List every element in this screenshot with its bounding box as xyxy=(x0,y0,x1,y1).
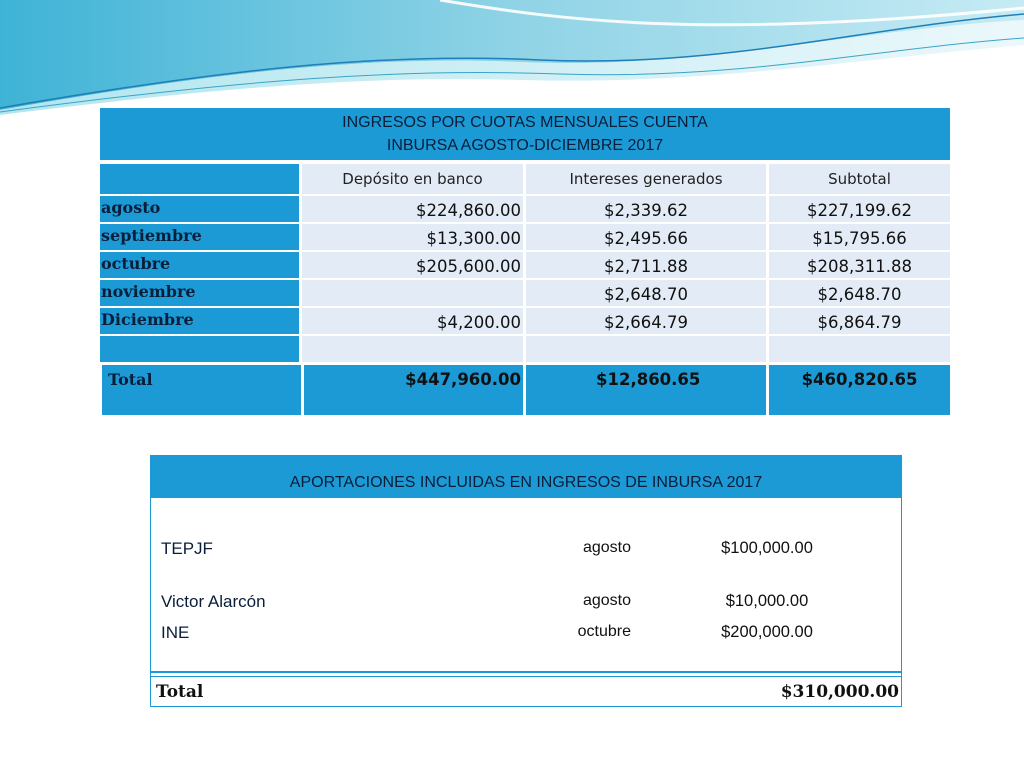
contributor-name: INE xyxy=(161,623,190,642)
column-header-subtotal: Subtotal xyxy=(769,164,950,194)
header-corner-cell xyxy=(100,164,299,194)
cell-interest-agosto: $2,339.62 xyxy=(526,196,766,222)
cell-subtotal-septiembre: $15,795.66 xyxy=(769,224,950,250)
empty-row-label xyxy=(100,336,299,362)
cell-subtotal-agosto: $227,199.62 xyxy=(769,196,950,222)
cell-deposit-agosto: $224,860.00 xyxy=(302,196,523,222)
divider xyxy=(151,676,901,677)
cell-deposit-octubre: $205,600.00 xyxy=(302,252,523,278)
empty-cell xyxy=(769,336,950,362)
row-label-octubre: octubre xyxy=(100,252,299,278)
row-label-septiembre: septiembre xyxy=(100,224,299,250)
contributions-total-label: Total xyxy=(156,682,204,702)
contribution-amount: $200,000.00 xyxy=(721,623,813,641)
row-label-diciembre: Diciembre xyxy=(100,308,299,334)
cell-subtotal-diciembre: $6,864.79 xyxy=(769,308,950,334)
contribution-month: agosto xyxy=(582,592,631,609)
contribution-row xyxy=(151,539,901,563)
monthly-income-table xyxy=(100,108,950,416)
total-subtotal: $460,820.65 xyxy=(769,365,950,415)
contributor-name: TEPJF xyxy=(161,539,213,558)
row-label-noviembre: noviembre xyxy=(100,280,299,306)
cell-interest-septiembre: $2,495.66 xyxy=(526,224,766,250)
contribution-month: octubre xyxy=(577,623,631,640)
empty-cell xyxy=(302,336,523,362)
cell-deposit-diciembre: $4,200.00 xyxy=(302,308,523,334)
table-title-line-1: INGRESOS POR CUOTAS MENSUALES CUENTA xyxy=(342,114,708,131)
empty-cell xyxy=(526,336,766,362)
total-deposit: $447,960.00 xyxy=(304,365,523,415)
contribution-month: agosto xyxy=(582,539,631,556)
column-header-interest: Intereses generados xyxy=(526,164,766,194)
cell-deposit-noviembre xyxy=(302,280,523,306)
contributions-title: APORTACIONES INCLUIDAS EN INGRESOS DE INBURSA 2017 xyxy=(151,456,901,498)
contributions-table xyxy=(150,455,902,707)
cell-subtotal-octubre: $208,311.88 xyxy=(769,252,950,278)
cell-interest-octubre: $2,711.88 xyxy=(526,252,766,278)
contributions-total-value: $310,000.00 xyxy=(780,682,899,702)
contribution-amount: $10,000.00 xyxy=(725,592,809,610)
cell-subtotal-noviembre: $2,648.70 xyxy=(769,280,950,306)
divider xyxy=(151,671,901,673)
contributions-total-row xyxy=(151,682,901,706)
contribution-row xyxy=(151,592,901,616)
cell-deposit-septiembre: $13,300.00 xyxy=(302,224,523,250)
table-title xyxy=(100,108,950,160)
contributor-name: Victor Alarcón xyxy=(161,592,266,611)
cell-interest-diciembre: $2,664.79 xyxy=(526,308,766,334)
row-label-agosto: agosto xyxy=(100,196,299,222)
table-title-line-2: INBURSA AGOSTO-DICIEMBRE 2017 xyxy=(386,137,664,154)
contribution-row xyxy=(151,623,901,647)
total-interest: $12,860.65 xyxy=(526,365,766,415)
cell-interest-noviembre: $2,648.70 xyxy=(526,280,766,306)
contribution-amount: $100,000.00 xyxy=(721,539,813,557)
column-header-deposit: Depósito en banco xyxy=(302,164,523,194)
total-row-label: Total xyxy=(102,365,301,415)
